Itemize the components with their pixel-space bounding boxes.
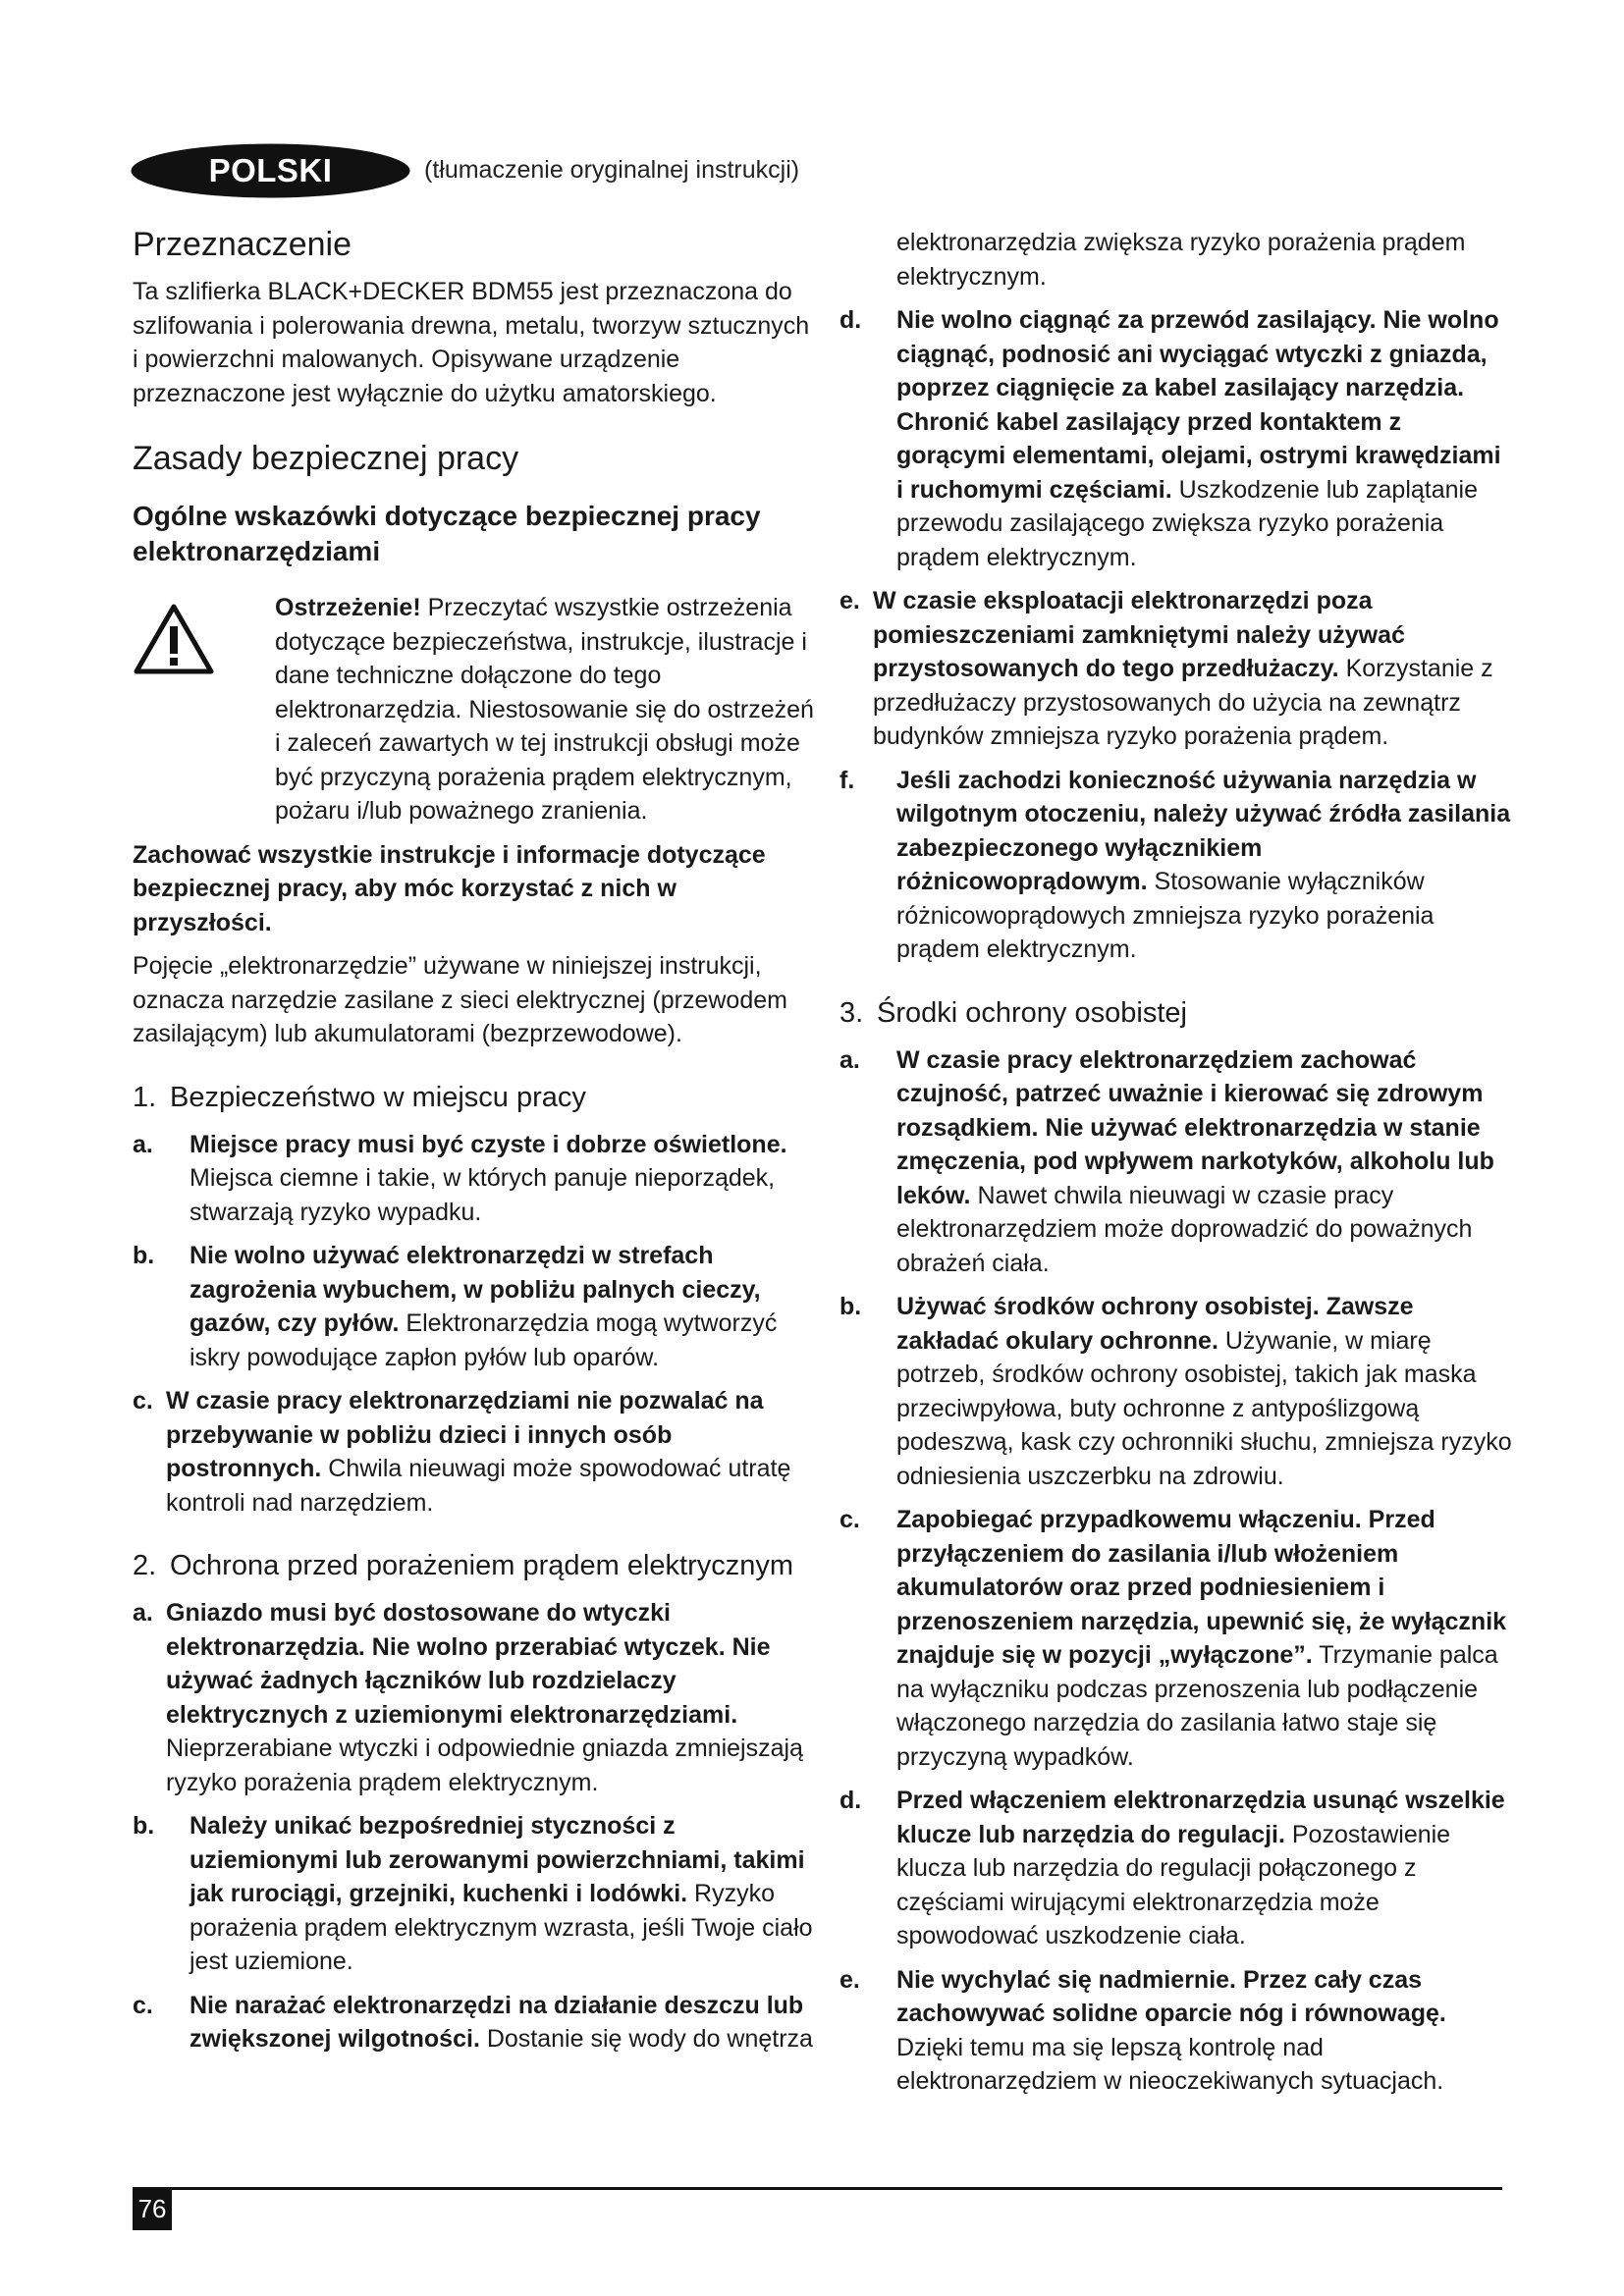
list-item: f. Jeśli zachodzi konieczność używania narzędzia w wilgotnym otoczeniu, należy używać źródła zasilania zabezpieczonego wyłącznikiem różnicowoprądowym. Stosowanie wyłączników różnicowoprądowych zmniejsza ryzyko porażenia prądem elektrycznym. [839, 766, 1511, 963]
list-item: c. Nie narażać elektronarzędzi na działanie deszczu lub zwiększonej wilgotności. Dostanie się wody do wnętrza [133, 1991, 813, 2053]
warning-label: Ostrzeżenie! [275, 594, 421, 621]
footer-rule [133, 2187, 1502, 2190]
language-label: POLSKI [208, 152, 333, 188]
section-2-title: 2. Ochrona przed porażeniem prądem elektrycznym [133, 1550, 794, 1581]
list-item: d. Przed włączeniem elektronarzędzia usunąć wszelkie klucze lub narzędzia do regulacji. Pozostawienie klucza lub narzędzia do regulacji połączonego z częściami wirującymi elektronarzędzia może spowodować uszkodzenie ciała. [839, 1787, 1505, 1949]
section-3-title: 3. Środki ochrony osobistej [839, 996, 1187, 1029]
list-item: c. Zapobiegać przypadkowemu włączeniu. Przed przyłączeniem do zasilania i/lub włożeniem akumulatorów oraz przed podniesieniem i przenoszeniem narzędzia, upewnić się, że wyłącznik znajduje się w pozycji „wyłączone”. Trzymanie palca na wyłączniku podczas przenoszenia lub podłączenie włączonego narzędzia do zasilania łatwo staje się przyczyną wypadków. [839, 1506, 1507, 1771]
warning-text [250, 591, 815, 828]
list-item: a. Miejsce pracy musi być czyste i dobrze oświetlone. Miejsca ciemne i takie, w których panuje nieporządek, stwarzają ryzyko wypadku. [133, 1130, 787, 1226]
keep-instructions: Zachować wszystkie instrukcje i informacje dotyczące bezpiecznej pracy, aby móc korzystać z nich w przyszłości. [133, 840, 766, 936]
list-item: b. Należy unikać bezpośredniej styczności z uziemionymi lub zerowanymi powierzchniami, takimi jak rurociągi, grzejniki, kuchenki i lodówki. Ryzyko porażenia prądem elektrycznym wzrasta, jeśli Twoje ciało jest uziemione. [133, 1812, 813, 1975]
purpose-text: Ta szlifierka BLACK+DECKER BDM55 jest przeznaczona do szlifowania i polerowania drewna, metalu, tworzyw sztucznych i powierzchni malowanych. Opisywane urządzenie przeznaczone jest wyłącznie do użytku amatorskiego. [133, 278, 810, 407]
list-item: a. W czasie pracy elektronarzędziem zachować czujność, patrzeć uważnie i kierować się zdrowym rozsądkiem. Nie używać elektronarzędzia w stanie zmęczenia, pod wpływem narkotyków, alkoholu lub leków. Nawet chwila nieuwagi w czasie pracy elektronarzędziem może doprowadzić do poważnych obrażeń ciała. [839, 1045, 1494, 1277]
warning-body: Przeczytać wszystkie ostrzeżenia dotyczące bezpieczeństwa, instrukcje, ilustracje i dane techniczne dołączone do tego elektronarzędzia. Niestosowanie się do ostrzeżeń i zaleceń zawartych w tej instrukcji obsługi może być przyczyną porażenia prądem elektrycznym, pożaru i/lub poważnego zranienia. [275, 594, 814, 825]
warning-triangle-icon [133, 603, 215, 675]
safety-title: Zasady bezpiecznej pracy [133, 440, 519, 477]
list-item: a. Gniazdo musi być dostosowane do wtyczki elektronarzędzia. Nie wolno przerabiać wtyczek. Nie używać żadnych łączników lub rozdzielaczy elektrycznych z uziemionymi elektronarzędziami. Nieprzerabiane wtyczki i odpowiednie gniazda zmniejszają ryzyko porażenia prądem elektrycznym. [133, 1599, 803, 1796]
list-item: b. Używać środków ochrony osobistej. Zawsze zakładać okulary ochronne. Używanie, w miarę potrzeb, środków ochrony osobistej, takich jak maska przeciwpyłowa, buty ochronne z antypoślizgową podeszwą, kask czy ochronniki słuchu, zmniejsza ryzyko odniesienia uszczerbku na zdrowiu. [839, 1293, 1512, 1490]
list-item: e. W czasie eksploatacji elektronarzędzi poza pomieszczeniami zamkniętymi należy używać przystosowanych do tego przedłużaczy. Korzystanie z przedłużaczy przystosowanych do użycia na zewnątrz budynków zmniejsza ryzyko porażenia prądem. [839, 587, 1493, 750]
purpose-title: Przeznaczenie [133, 226, 352, 263]
term-definition: Pojęcie „elektronarzędzie” używane w niniejszej instrukcji, oznacza narzędzie zasilane z sieci elektrycznej (przewodem zasilającym) lub akumulatorami (bezprzewodowe). [133, 952, 787, 1047]
left-column [133, 224, 815, 2066]
right-column [839, 226, 1512, 2109]
page-number: 76 [133, 2187, 172, 2230]
list-item: b. Nie wolno używać elektronarzędzi w strefach zagrożenia wybuchem, w pobliżu palnych cieczy, gazów, czy pyłów. Elektronarzędzia mogą wytworzyć iskry powodujące zapłon pyłów lub oparów. [133, 1242, 778, 1371]
translation-note: (tłumaczenie oryginalnej instrukcji) [424, 156, 800, 184]
list-item: c. W czasie pracy elektronarzędziami nie pozwalać na przebywanie w pobliżu dzieci i innych osób postronnych. Chwila nieuwagi może spowodować utratę kontroli nad narzędziem. [133, 1387, 791, 1517]
warning-block [133, 591, 815, 828]
list-item: e. Nie wychylać się nadmiernie. Przez cały czas zachowywać solidne oparcie nóg i równowagę. Dzięki temu ma się lepszą kontrolę nad elektronarzędziem w nieoczekiwanych sytuacjach. [839, 1965, 1446, 2095]
section-1-title: 1. Bezpieczeństwo w miejscu pracy [133, 1081, 586, 1113]
list-item-continuation: elektronarzędzia zwiększa ryzyko porażenia prądem elektrycznym. [896, 229, 1466, 291]
general-safety-title: Ogólne wskazówki dotyczące bezpiecznej pracy elektronarzędziami [133, 501, 761, 566]
list-item: d. Nie wolno ciągnąć za przewód zasilający. Nie wolno ciągnąć, podnosić ani wyciągać wtyczki z gniazda, poprzez ciągnięcie za kabel zasilający narzędzia. Chronić kabel zasilający przed kontaktem z gorącymi elementami, olejami, ostrymi krawędziami i ruchomymi częściami. Uszkodzenie lub zaplątanie przewodu zasilającego zwiększa ryzyko porażenia prądem elektrycznym. [839, 306, 1501, 571]
